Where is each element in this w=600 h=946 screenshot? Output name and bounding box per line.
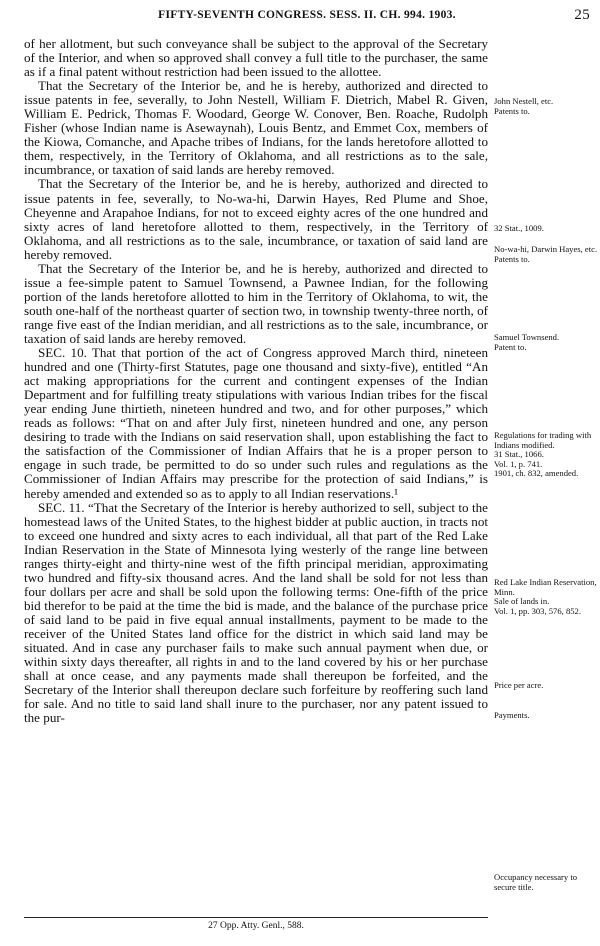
margin-note-red-lake: Red Lake Indian Reservation, Minn. Sale of lands in. Vol. 1, pp. 303, 576, 852. — [494, 577, 597, 616]
paragraph-section-11: SEC. 11. “That the Secretary of the Interior is hereby authorized to sell, subject to the homestead laws of the United States, to the highest bidder at public auction, in tracts not to exceed one hundred and sixty acres to each individual, all that part of the Red Lake Indian Reservation in the State of Minnesota lying westerly of the range line between ranges thirty-eight and thirty-nine west of the fifth principal meridian, approximating two hundred and fifty-six thousand acres. And the land shall be sold for not less than four dollars per acre and shall be sold upon the following terms: One-fifth of the price bid therefor to be paid at the time the bid is made, and the balance of the purchase price of said land to be paid in five equal annual installments, payment to be made to the receiver of the United States land office for the district in which said land may be situated. And in case any purchaser fails to make such annual payment when due, or within sixty days thereafter, all rights in and to the land covered by his or her purchase shall at once cease, and any payments made shall thereupon be forfeited, and the Secretary of the Interior shall thereupon declare such forfeiture by reoffering such land for sale. And no title to said land shall inure to the purchaser, nor any patent issued to the pur- — [24, 499, 488, 726]
paragraph-section-10: SEC. 10. That that portion of the act of Congress approved March third, nineteen hundred and one (Thirty-first Statutes, page one thousand and sixty-five), entitled “An act making appropriations for the current and contingent expenses of the Indian Department and for fulfilling treaty stipulations with various Indian tribes for the fiscal year ending June thirtieth, nineteen hundred and two, and for other purposes,” which reads as follows: “That on and after July first, nineteen hundred and one, any person desiring to trade with the Indians on said reservation shall, upon establishing the fact to the satisfaction of the Commissioner of Indian Affairs that he is a proper person to engage in such trade, be permitted to do so under such rules and regulations as the Commissioner of Indian Affairs may prescribe for the protection of said Indians,” is hereby amended and extended so as to apply to all Indian reservations.¹ — [24, 345, 488, 501]
margin-note-occupancy: Occupancy necessary to secure title. — [494, 872, 578, 892]
running-head: FIFTY-SEVENTH CONGRESS. SESS. II. CH. 994. 1903. — [158, 9, 456, 21]
margin-notes — [494, 0, 598, 946]
margin-note-john-nestell: John Nestell, etc. Patents to. — [494, 96, 554, 116]
paragraph-samuel-townsend: That the Secretary of the Interior be, and he is hereby, authorized and directed to issue a fee-simple patent to Samuel Townsend, a Pawnee Indian, for the following portion of the lands heretofore allotted to him in the Territory of Oklahoma, to wit, the south one-half of the northeast quarter of section two, in township twenty-three north, of range five east of the Indian meridian, and all restrictions as to the sale, incumbrance, or taxation of said lands are hereby removed. — [24, 260, 488, 346]
paragraph-allotment-conveyance: of her allotment, but such conveyance shall be subject to the approval of the Secretary of the Interior, and when so approved shall convey a full title to the purchaser, the same as if a final patent without restriction had been issued to the allottee. — [24, 36, 488, 80]
footnote: 27 Opp. Atty. Genl., 588. — [24, 917, 488, 931]
body-text — [24, 37, 488, 725]
margin-note-payments: Payments. — [494, 710, 530, 720]
paragraph-john-nestell: That the Secretary of the Interior be, and he is hereby, authorized and directed to issue patents in fee, severally, to John Nestell, William F. Dietrich, Mabel R. Given, William E. Pedrick, Thomas F. Woodard, George W. Conover, Ben. Roache, Rudolph Fisher (whose Indian name is Asewaynah), Louis Bentz, and Emmet Cox, members of the Kiowa, Comanche, and Apache tribes of Indians, for the lands heretofore allotted to them, respectively, in the Territory of Oklahoma, and all restrictions as to the sale, incumbrance, or taxation of said lands are hereby removed. — [24, 78, 488, 178]
margin-note-price-per-acre: Price per acre. — [494, 680, 544, 690]
margin-note-samuel-townsend: Samuel Townsend. Patent to. — [494, 332, 560, 352]
margin-note-32-stat: 32 Stat., 1009. — [494, 223, 544, 233]
page-number: 25 — [574, 7, 590, 23]
paragraph-no-wa-hi: That the Secretary of the Interior be, and he is hereby, authorized and directed to issue patents in fee, severally, to No-wa-hi, Darwin Hayes, Red Plume and Shoe, Cheyenne and Arapahoe Indians, for not to exceed eighty acres of the one hundred and sixty acres of land heretofore allotted to them, respectively, in the Territory of Oklahoma, and all restrictions as to the sale, incumbrance, or taxation of said land are hereby removed. — [24, 176, 488, 262]
margin-note-no-wa-hi: No-wa-hi, Darwin Hayes, etc. Patents to. — [494, 244, 598, 264]
margin-note-trading-regulations: Regulations for trading with Indians modified. 31 Stat., 1066. Vol. 1, p. 741. 1901, ch. 832, amended. — [494, 430, 592, 479]
